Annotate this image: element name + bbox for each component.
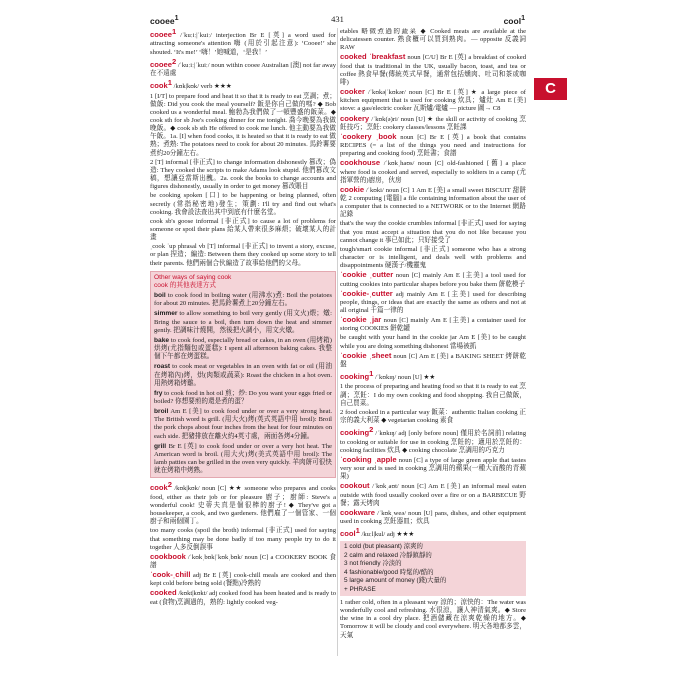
entry-text: 2 [T] informal [非正式] to change information dishonestly 篡改；偽造: They cooked the scripts to make Adams look stupid. 他們篡改文稿，想讓亞當斯出醜。2a. cook the books to change accounts and figures dishonestly, usually in order to get money 篡改賬目 (150, 158, 336, 191)
homograph-number: 1 (171, 28, 177, 36)
headword[interactable]: ˈcookie ˌsheet (340, 350, 392, 360)
synonym-item (154, 337, 332, 361)
page-number: 431 (331, 14, 344, 24)
entry-text: etables 略微煮過的蔬菜 ◆ Cooked meats are available at the delicatessen counter. 熟食櫃可以買到熟肉。— opposite 反義詞 RAW (340, 28, 526, 52)
dictionary-entry (340, 53, 526, 87)
headword[interactable]: ˈcooking ˌapple (340, 454, 397, 464)
dictionary-entry (340, 271, 526, 288)
dictionary-entry (150, 79, 336, 91)
synonym-term: boil (154, 292, 166, 300)
dictionary-entry (340, 370, 526, 382)
dictionary-entry (340, 409, 526, 425)
entry-text: /ˈkʊk(ə)ri/ noun [U] ★ the skill or activity of cooking 烹飪技巧；烹飪: cookery classes/lessons 烹飪課 (340, 115, 526, 131)
entry-text: /kuːl|kul/ adj ★★★ (359, 531, 415, 539)
headword[interactable]: cookbook (150, 551, 186, 561)
dictionary-entry (340, 316, 526, 333)
synonym-item (154, 310, 332, 334)
entry-text: noun [C/U] Br E [英] a breakfast of cooked food that is traditional in the UK, usually bacon, toast, and tea or coffee 熱食早餐(傳統英式早餐，通常包括燻肉、吐司和茶或咖啡) (340, 54, 526, 86)
entry-text: 1 [I/T] to prepare food and heat it so that it is ready to eat 烹調；煮；做飯: Did you cook the meal yourself? 飯是你自己做的嗎? ◆ Bob cooked us a wonderful meal. 鮑勃為我們做了一頓豐盛的飯菜。◆ cook sth for sb Joe's cooking dinner for me tonight. 喬今晚要為我做晚飯。◆ cook sb sth He offered to cook me lunch. 他主動要為我做午飯。1a. [I] when food cooks, it is heated so that it is ready to eat 做熟；煮熟: The potatoes need to cook for about 20 minutes. 馬鈴薯要煮約20分鐘左右。 (150, 92, 336, 157)
left-guideword: cooee$^1$ (150, 14, 179, 26)
dictionary-entry (340, 352, 526, 369)
sense-menu-item[interactable]: 1 cold (but pleasant) 涼爽的 (344, 543, 423, 551)
headword[interactable]: cookware (340, 507, 376, 517)
synonym-term: grill (154, 442, 167, 450)
dictionary-entry (150, 159, 336, 192)
dictionary-entry (150, 243, 336, 267)
entry-text: noun [C] mainly Am E [主美] a tool used for cutting cookies into particular shapes before you bake them 餅乾模子 (340, 272, 526, 288)
synonym-item (154, 363, 332, 387)
headword[interactable]: cool (340, 529, 356, 539)
entry-text: that's the way the cookie crumbles informal [非正式] used for saying that you must accept a situation that you do not like because you cannot change it 事已如此；只好接受了 (340, 220, 526, 244)
headword[interactable]: ˈcookie-ˌcutter (340, 288, 393, 298)
entry-text: cook sb's goose informal [非正式] to cause a lot of problems for someone or spoil their plans 給某人帶來很多麻煩；破壞某人的計畫 (150, 217, 336, 242)
dictionary-entry (340, 599, 526, 640)
headword[interactable]: cooee (150, 30, 172, 40)
dictionary-entry (150, 192, 336, 216)
entry-text: /ˈkuːiː|ˈkuiː/ noun within cooee Australian [澳] not far away 在不遠處 (150, 61, 336, 77)
dictionary-entry (150, 481, 336, 526)
dictionary-entry (340, 88, 526, 113)
dictionary-entry (150, 527, 336, 551)
entry-text: adj mainly Am E [主美] used for describing people, things, or ideas that are exactly the same as others and not at all original 千篇一律的 (340, 290, 526, 314)
entry-text: /ˈkʊkˌweə/ noun [U] pans, dishes, and other equipment used in cooking 烹飪器皿；炊具 (340, 509, 526, 525)
homograph-number: 2 (171, 56, 177, 66)
entry-text: noun [C] mainly Am E [主美] a container used for storing COOKIES 餅乾罐 (340, 317, 526, 333)
synonym-box-title: Other ways of saying cook (154, 273, 232, 281)
entry-text: /ˈkʊkɪŋ/ adj [only before noun] 僅用於名詞前] relating to cooking or suitable for use in cooking 烹飪的；適用於烹飪的：cooking facilities 炊具 ◆ cooking chocolate 烹調用的巧克力 (340, 430, 526, 454)
synonym-term: fry (154, 389, 163, 397)
synonym-box (150, 271, 336, 479)
entry-text: /ˈkʊkɪŋ/ noun [U] ★★ (373, 374, 436, 382)
synonym-definition: to allow something to boil very gently (用文火)煨；燉: Bring the sauce to a boil, then turn down the heat and simmer gently. 把調味汁燒開，然後把火調小，用文火燉。 (154, 310, 332, 334)
headword[interactable]: ˈcook-ˌchill (150, 570, 191, 580)
dictionary-entry (150, 93, 336, 158)
entry-text: 2 food cooked in a particular way 飯菜：authentic Italian cooking 正宗的義大利菜 ◆ vegetarian cooking 素食 (340, 408, 526, 425)
entry-text: noun [C] Br E [英] a book that contains RECIPES (= a list of the things you need and instructions for preparing and cooking food) 烹飪書；食譜 (340, 133, 526, 158)
homograph-number: 2 (167, 480, 172, 490)
dictionary-entry (340, 334, 526, 350)
sense-menu-item[interactable]: + PHRASE (344, 585, 376, 593)
headword[interactable]: cook (150, 81, 168, 91)
entry-text: /ˈkʊkə|ˈkʊkər/ noun [C] Br E [英] ★ a large piece of kitchen equipment that is used for cooking 炊具；爐灶 Am E [美] stove: a gas/electric cooker 瓦斯爐/電爐 — picture 圖→ C8 (340, 89, 526, 113)
dictionary-entry (340, 28, 526, 52)
entry-text: /ˈkʊkˌhaʊs/ noun [C] old-fashioned [舊] a place where food is cooked and served, especially to soldiers in a camp (尤指軍營的)廚房，伙房 (340, 160, 526, 184)
synonym-item (154, 443, 332, 476)
dictionary-entry (340, 482, 526, 507)
entry-text: be caught with your hand in the cookie jar Am E [美] to be caught while you are doing something dishonest 當場被抓 (340, 334, 526, 350)
synonym-term: bake (154, 336, 170, 344)
homograph-number: 2 (369, 425, 374, 435)
sense-menu (340, 541, 526, 595)
headword[interactable]: ˈcookie ˌcutter (340, 270, 394, 280)
entry-text: /ˈkʊkˌaʊt/ noun [C] Am E [美] an informal meal eaten outside with food usually cooked over a fire or on a BARBECUE 野餐；露天烤肉 (340, 483, 526, 507)
synonym-term: roast (154, 363, 171, 371)
headword[interactable]: cookhouse (340, 158, 381, 168)
dictionary-entry (150, 218, 336, 242)
synonym-definition: to cook food in boiling water (用沸水)煮: Boil the potatoes for about 20 minutes. 把馬鈴薯煮上20分鐘左右。 (154, 292, 332, 308)
synonym-item (154, 390, 332, 406)
dictionary-entry (150, 28, 336, 57)
synonym-item (154, 408, 332, 441)
entry-text: /ˈkʊkˌbʊk|ˈkʊkˌbʊk/ noun [C] a COOKERY BOOK 食譜 (150, 553, 336, 569)
sense-menu-item[interactable]: 2 calm and relaxed 冷靜鎮靜的 (344, 551, 432, 559)
entry-text: /kʊkt|kʊkt/ adj cooked food has been heated and is ready to eat (食物)烹調過的，熟的: lightly cooked veg- (150, 590, 336, 606)
entry-text: /kʊk|kʊk/ verb ★★★ (171, 83, 232, 91)
synonym-box-subtitle: cook 的其他表達方式 (154, 281, 216, 289)
entry-text: 1 the process of preparing and heating food so that it is ready to eat 烹調；烹飪：I do my own cooking and food shopping. 我自己做飯，自己買菜。 (340, 383, 526, 407)
page-header (150, 14, 525, 28)
right-guideword: cool$^1$ (503, 14, 525, 26)
synonym-definition: to cook food in hot oil 煎；炒: Do you want your eggs fried or boiled? 你想要煎的還是煮的蛋？ (154, 389, 332, 405)
dictionary-entry (340, 220, 526, 244)
headword[interactable]: cookery (340, 113, 370, 123)
headword[interactable]: cooking (340, 372, 370, 382)
synonym-definition: Br E [英] to cook food under or over a very hot heat. The American word is broil. (用大火)烤(美式英語中用 broil): The lamb patties can be grilled in the oven very quickly. 羊肉餅可很快就在烤箱中烤熟。 (154, 442, 332, 475)
dictionary-entry (340, 383, 526, 407)
synonym-definition: to cook meat or vegetables in an oven with fat or oil (用油在烤箱內)烤，烘(肉類或蔬菜): Roast the chicken in a hot oven. 用熱烤箱烤雞。 (154, 363, 332, 387)
synonym-term: simmer (154, 310, 178, 318)
dictionary-entry (340, 456, 526, 481)
dictionary-entry (340, 133, 526, 158)
dictionary-entry (340, 527, 526, 539)
sense-menu-item[interactable]: 4 fashionable/good 時髦的/酷的 (344, 568, 434, 576)
entry-text: /ˈkuːiː|ˈkuiː/ interjection Br E [英] a word used for attracting someone's attention 嗨 (用於引起注意): ‘Cooee!’ she shouted. ‘It's me!’ ‘嗨！’她喊道，‘是我！’ (150, 32, 336, 56)
left-column (150, 28, 336, 658)
homograph-number: 1 (355, 526, 360, 536)
synonym-definition: Am E [美] to cook food under or over a very strong heat. The British word is grill. (用大火)烤(英式英語中用 broil): Broil the pork chops about four inches from the heat for four minutes on each side. 把豬排放在離火約4英寸處，兩面各烤4分鐘。 (154, 408, 332, 440)
sense-menu-item[interactable]: 5 large amount of money (錢)大量的 (344, 577, 447, 585)
dictionary-entry (150, 553, 336, 570)
entry-text: noun [C] a type of large green apple that tastes very sour and is used in cooking 烹調用的蘋果(一種大而酸的青蘋果) (340, 456, 526, 481)
dictionary-entry (150, 58, 336, 79)
dictionary-entry (150, 571, 336, 588)
headword[interactable]: cookie (340, 184, 365, 194)
dictionary-entry (340, 115, 526, 132)
headword[interactable]: cooking (340, 428, 370, 438)
headword[interactable]: ˈcookie ˌjar (340, 315, 382, 325)
entry-text: /kʊk|kʊk/ noun [C] ★★ someone who prepares and cooks food, either as their job or for pleasure 廚子；廚師: Steve's a wonderful cook! 史蒂夫真是個很棒的廚子! ◆ They've got a housekeeper, a cook, and two gardeners. 他們雇了一個管家、一個廚子和兩個園丁。 (150, 485, 336, 526)
headword[interactable]: cooee (150, 59, 172, 69)
thumb-index-tab[interactable]: C (534, 78, 567, 100)
synonym-item (154, 292, 332, 308)
dictionary-entry (340, 186, 526, 220)
entry-text: /ˈkʊki/ noun [C] 1 Am E [美] a small sweet BISCUIT 甜餅乾 2 computing [電腦] a file containing information about the user of a computer that is connected to a NETWORK or to the Internet 網路記錄 (340, 186, 526, 219)
headword[interactable]: cookout (340, 481, 370, 491)
homograph-number: 1 (369, 369, 374, 379)
entry-text: noun [C] Am E [美] a BAKING SHEET 烤餅乾盤 (340, 352, 526, 368)
headword[interactable]: cooker (340, 87, 365, 97)
entry-text: adj Br E [英] cook-chill meals are cooked and then kept cold before being sold (餐點)冷熟的 (150, 572, 336, 588)
dictionary-entry (340, 159, 526, 184)
synonym-term: broil (154, 408, 169, 416)
headword[interactable]: cook (150, 483, 168, 493)
headword[interactable]: cooked ˈbreakfast (340, 52, 406, 62)
right-column (340, 28, 526, 658)
dictionary-entry (340, 246, 526, 270)
entry-text: 1 rather cold, often in a pleasant way 涼的；涼快的：The water was wonderfully cool and refreshing. 水很涼，讓人神清氣爽。◆ Store the wine in a cool dry place. 把酒儲藏在涼爽乾燥的地方。◆ Tomorrow it will be cloudy and cool everywhere. 明天各地都多雲，天氣 (340, 598, 526, 639)
dictionary-entry (150, 589, 336, 606)
dictionary-entry (340, 426, 526, 455)
synonym-definition: to cook food, especially bread or cakes, in an oven (用烤箱)烘烤(尤指麵包或蛋糕): I spent all afternoon baking cakes. 我整個下午都在烤蛋糕。 (154, 336, 332, 361)
entry-text: be cooking spoken [口] to be happening or being planned, often secretly (常指秘密地)發生；策劃: I'll try and find out what's cooking. 我會設法查出其中到底有什麼名堂。 (150, 192, 336, 216)
sense-menu-item[interactable]: 3 not friendly 冷淡的 (344, 560, 402, 568)
headword[interactable]: cooked (150, 588, 177, 598)
homograph-number: 1 (167, 78, 172, 88)
column-divider (337, 28, 338, 656)
dictionary-entry (340, 290, 526, 315)
dictionary-entry (340, 509, 526, 526)
entry-text: tough/smart cookie informal [非正式] someone who has a strong character or is intelligent, and deals well with problems and disappointments 硬漢子/機靈鬼 (340, 245, 526, 270)
entry-text: too many cooks (spoil the broth) informal [非正式] used for saying that something may be done badly if too many people try to do it together 人多反倒誤事 (150, 527, 336, 551)
headword[interactable]: ˈcookery ˌbook (340, 131, 397, 141)
entry-text: ˌcook ˈup phrasal vb [T] informal [非正式] to invent a story, excuse, or plan 捏造；編造: Between them they cooked up some story to tell their parents. 他們兩個合伙編造了故事給他們的父母。 (150, 243, 336, 267)
